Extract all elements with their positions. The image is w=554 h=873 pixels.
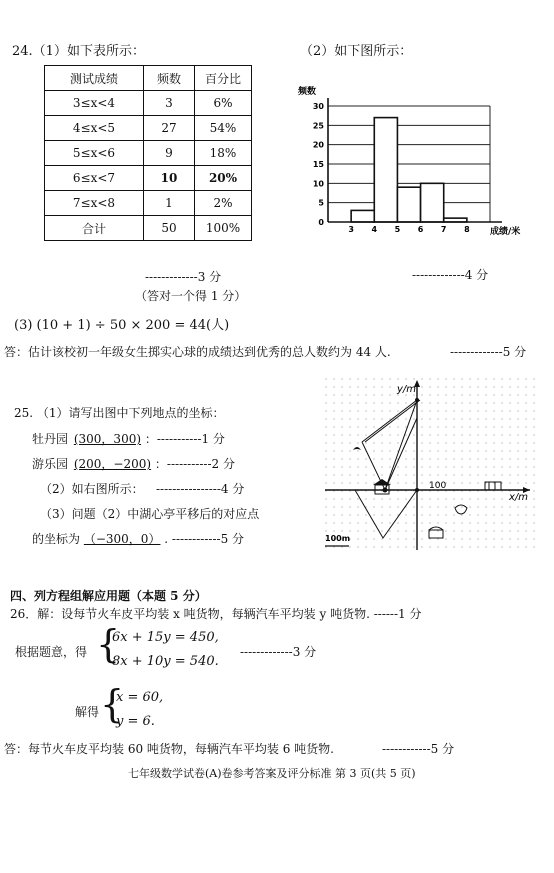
q26-setup-line: 26．解：设每节火车皮平均装 x 吨货物，每辆汽车平均装 y 吨货物. ------1 分: [10, 607, 422, 621]
map-tick-100: 100: [429, 481, 447, 491]
q26-setup-score: -------------3 分: [240, 645, 317, 659]
q25-part2-score: ----------------4 分: [156, 482, 245, 496]
table-cell: 9: [144, 141, 195, 166]
histogram-y-label: 频数: [298, 87, 317, 97]
line2-score: ：-----------2 分: [154, 457, 235, 471]
histogram-x-tick-label: 6: [417, 225, 424, 234]
equation-brace: {: [96, 622, 121, 666]
histogram-bar: [421, 183, 444, 222]
histogram-x-ticks: [348, 225, 470, 234]
table-cell: 3≤x<4: [45, 91, 144, 116]
origin-point: [415, 488, 419, 492]
frequency-table: [44, 65, 252, 241]
q25-line2: [32, 455, 235, 472]
table-cell: 2%: [195, 191, 252, 216]
table-cell: 7≤x<8: [45, 191, 144, 216]
table-row: [45, 191, 252, 216]
q24-score-part1: -------------3 分: [145, 270, 222, 284]
point-marker: [415, 398, 419, 402]
page-footer: 七年级数学试卷(A)卷参考答案及评分标准 第 3 页(共 5 页): [128, 767, 416, 780]
table-row: [45, 166, 252, 191]
histogram-bar: [374, 118, 397, 222]
part3-prefix: 的坐标为: [32, 532, 81, 546]
solution-brace: {: [100, 682, 125, 726]
pavilion-point: [383, 488, 388, 493]
part3-score: . ------------5 分: [164, 532, 245, 546]
amusement-park-coord: (200，−200): [73, 457, 152, 471]
histogram-y-tick-label: 25: [312, 121, 324, 131]
q26-setup-label: 根据题意，得: [15, 645, 88, 659]
map-scale-label: 100m: [325, 534, 351, 543]
q25-part3-line2: [32, 530, 244, 547]
table-cell: 54%: [195, 116, 252, 141]
histogram-bars: [351, 118, 467, 222]
header-percent: 百分比: [195, 66, 252, 91]
amusement-park-label: 游乐园: [32, 457, 69, 471]
table-cell: 6≤x<7: [45, 166, 144, 191]
q24-part3-formula: (3) (10 + 1) ÷ 50 × 200 = 44(人): [14, 318, 230, 333]
line1-score: ：-----------1 分: [144, 432, 225, 446]
table-cell: 18%: [195, 141, 252, 166]
histogram-y-tick-label: 30: [312, 102, 324, 111]
table-cell: 5≤x<6: [45, 141, 144, 166]
q25-title: 25. （1）请写出图中下列地点的坐标：: [14, 406, 225, 420]
q26-answer-score: ------------5 分: [382, 742, 455, 756]
solution-2: y = 6.: [116, 714, 155, 729]
peony-garden-coord: (300，300): [73, 432, 142, 446]
histogram-y-tick-label: 20: [312, 140, 324, 150]
histogram-x-tick-label: 7: [440, 225, 447, 234]
pavilion-translated-coord: （−300，0）: [83, 532, 161, 546]
peony-garden-label: 牡丹园: [32, 432, 69, 446]
q25-part3-line1: （3）问题（2）中湖心亭平移后的对应点: [40, 507, 260, 521]
q24-score-part3: -------------5 分: [450, 345, 527, 359]
map-grid: [325, 378, 535, 553]
table-row: [45, 116, 252, 141]
table-header-row: [45, 66, 252, 91]
equation-1: 6x + 15y = 450,: [112, 630, 219, 645]
table-row: [45, 141, 252, 166]
q25-part2: （2）如右图所示：: [40, 482, 144, 496]
q24-score-part2: -------------4 分: [412, 268, 489, 282]
header-frequency: 频数: [144, 66, 195, 91]
table-cell: 3: [144, 91, 195, 116]
q26-answer: 答：每节火车皮平均装 60 吨货物，每辆汽车平均装 6 吨货物.: [4, 742, 334, 756]
histogram-bar: [351, 210, 374, 222]
histogram-x-tick-label: 5: [394, 225, 401, 234]
q25-line1: [32, 430, 225, 447]
table-cell: 1: [144, 191, 195, 216]
histogram-x-tick-label: 3: [348, 225, 354, 234]
coordinate-map: [325, 378, 535, 553]
histogram-y-ticks: [313, 102, 325, 227]
table-cell: 100%: [195, 216, 252, 241]
q26-solve-label: 解得: [75, 705, 100, 719]
histogram-x-tick-label: 4: [371, 225, 378, 234]
q24-note-part1: （答对一个得 1 分）: [135, 289, 247, 303]
section4-heading: 四、列方程组解应用题（本题 5 分）: [10, 589, 207, 603]
table-cell: 6%: [195, 91, 252, 116]
solution-1: x = 60,: [116, 690, 164, 705]
histogram-y-tick-label: 0: [318, 218, 324, 227]
table-cell: 50: [144, 216, 195, 241]
map-x-label: x/m: [509, 492, 529, 503]
q24-part2-title: （2）如下图所示：: [300, 44, 413, 59]
table-total-row: [45, 216, 252, 241]
histogram-bar: [397, 187, 420, 222]
table-cell: 合计: [45, 216, 144, 241]
equation-2: 8x + 10y = 540.: [112, 654, 219, 669]
table-cell: 20%: [195, 166, 252, 191]
table-cell: 10: [144, 166, 195, 191]
q24-answer: 答：估计该校初一年级女生掷实心球的成绩达到优秀的总人数约为 44 人.: [4, 345, 391, 359]
histogram-x-label: 成绩/米: [490, 227, 521, 237]
table-cell: 4≤x<5: [45, 116, 144, 141]
q24-part1-title: 24.（1）如下表所示：: [12, 44, 145, 59]
map-y-label: y/m: [397, 384, 417, 395]
histogram-y-tick-label: 15: [312, 160, 324, 169]
table-row: [45, 91, 252, 116]
header-score: 测试成绩: [45, 66, 144, 91]
histogram-x-tick-label: 8: [464, 225, 470, 234]
table-cell: 27: [144, 116, 195, 141]
histogram-y-tick-label: 5: [318, 198, 324, 208]
histogram-y-tick-label: 10: [312, 179, 324, 189]
frequency-histogram: [300, 78, 530, 238]
